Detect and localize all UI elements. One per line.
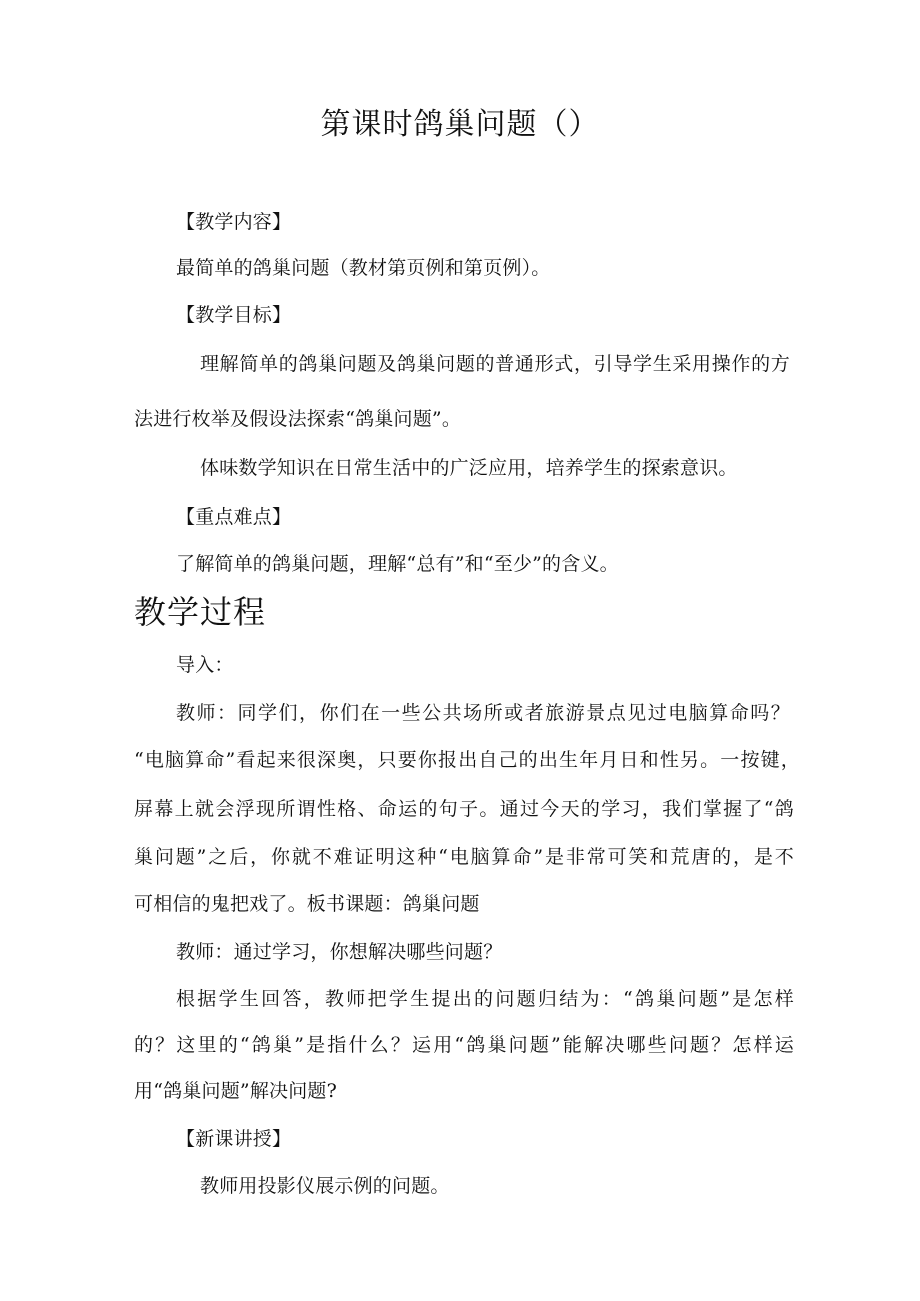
new-lesson-text: 教师用投影仪展示例的问题。 — [200, 1175, 450, 1197]
teacher-paragraph-1-line-1: 教师：同学们，你们在一些公共场所或者旅游景点见过电脑算命吗？ — [176, 702, 790, 724]
teacher-paragraph-1-line-2: “电脑算命”看起来很深奥，只要你报出自己的出生年月日和性另。一按键， — [134, 749, 800, 771]
process-heading: 教学过程 — [134, 593, 267, 631]
answer-paragraph-line-2: 的？这里的“鸽巢”是指什么？运用“鸽巢问题”能解决哪些问题？怎样运 — [134, 1034, 794, 1056]
goals-paragraph-1-line-2: 法进行枚举及假设法探索“鸽巢问题”。 — [134, 408, 462, 430]
intro-label: 导入： — [176, 654, 234, 676]
section-heading-content: 【教学内容】 — [176, 211, 292, 233]
section-heading-key-points: 【重点难点】 — [176, 506, 292, 528]
page-title: 第课时鸽巢问题（） — [320, 107, 600, 142]
goals-paragraph-1-line-1: 理解简单的鸽巢问题及鸽巢问题的普通形式，引导学生采用操作的方 — [200, 353, 790, 375]
section-heading-goals: 【教学目标】 — [176, 304, 292, 326]
teacher-paragraph-1-line-3: 屏幕上就会浮现所谓性格、命运的句子。通过今天的学习，我们掌握了“鸽 — [134, 798, 794, 820]
content-text: 最简单的鸽巢问题（教材第页例和第页例）。 — [176, 257, 551, 279]
answer-paragraph-line-1: 根据学生回答，教师把学生提出的问题归结为：“鸽巢问题”是怎样 — [176, 988, 794, 1010]
teacher-paragraph-1-line-5: 可相信的鬼把戏了。板书课题：鸽巢问题 — [134, 893, 480, 915]
teacher-paragraph-1-line-4: 巢问题”之后，你就不难证明这种“电脑算命”是非常可笑和荒唐的，是不 — [134, 846, 794, 868]
teacher-paragraph-2: 教师：通过学习，你想解决哪些问题？ — [176, 941, 503, 963]
key-points-text: 了解简单的鸽巢问题，理解“总有”和“至少”的含义。 — [176, 553, 619, 575]
goals-paragraph-2: 体味数学知识在日常生活中的广泛应用，培养学生的探索意识。 — [200, 457, 738, 479]
section-heading-new-lesson: 【新课讲授】 — [176, 1128, 292, 1150]
answer-paragraph-line-3: 用“鸽巢问题”解决问题? — [134, 1080, 338, 1102]
